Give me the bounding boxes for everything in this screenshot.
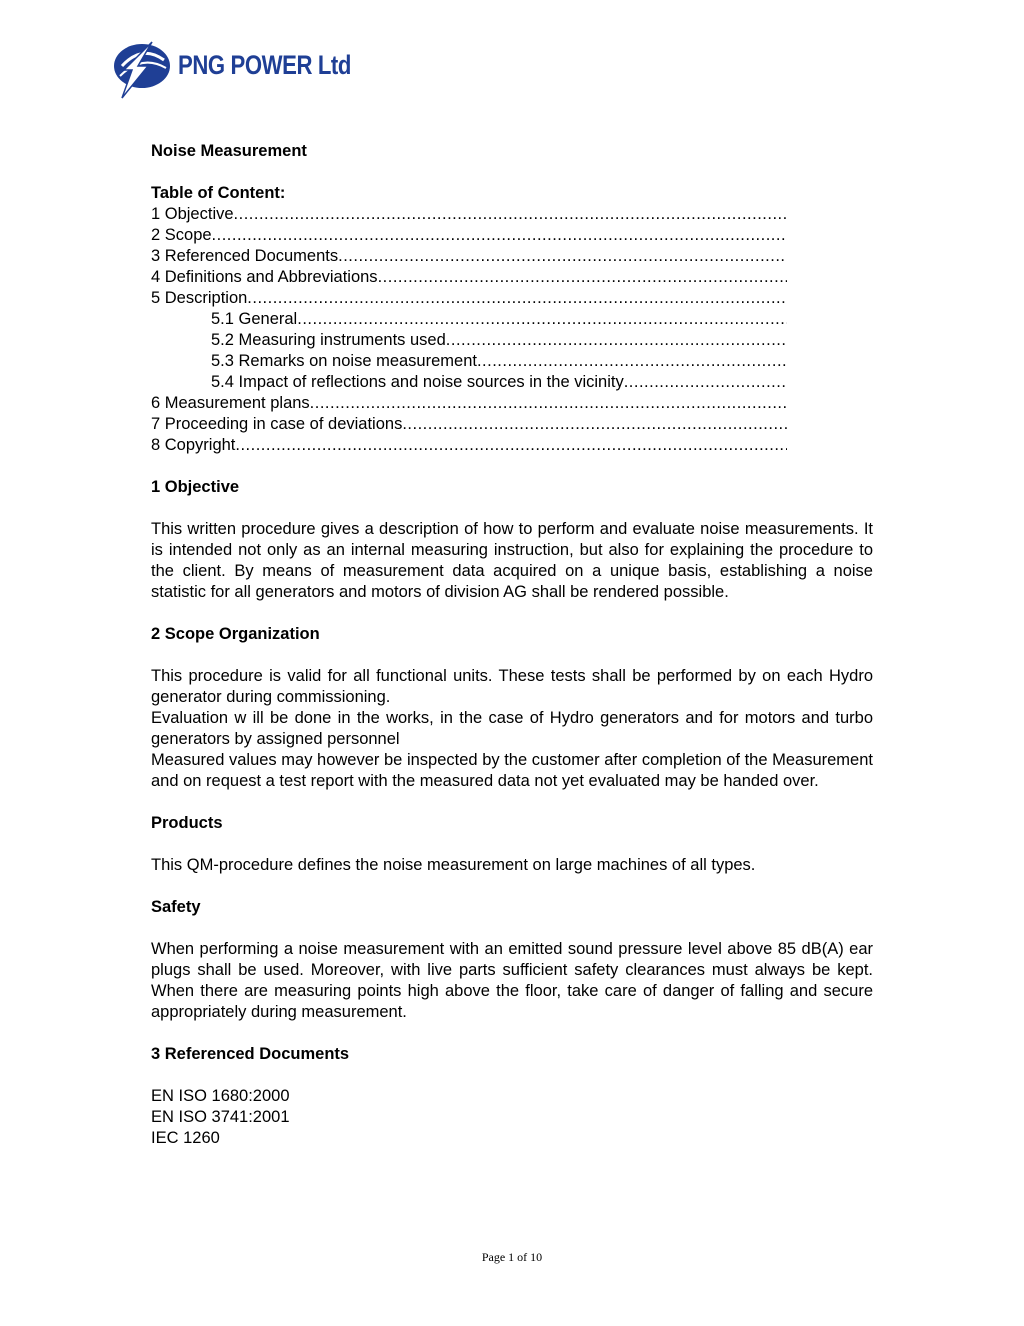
document-body — [151, 141, 873, 1149]
toc-entry — [151, 288, 787, 309]
toc-entry-label: 1 Objective — [151, 205, 234, 223]
toc-entry-label: 8 Copyright — [151, 436, 236, 454]
toc-entry-label: 7 Proceeding in case of deviations — [151, 415, 403, 433]
references-heading: 3 Referenced Documents — [151, 1045, 350, 1063]
toc-entry — [151, 330, 787, 351]
page-footer: Page 1 of 10 — [481, 1250, 543, 1264]
table-of-contents — [151, 204, 873, 456]
objective-paragraph: This written procedure gives a description of how to perform and evaluate noise measurements. It is intended not only as an internal measuring instruction, but also for explaining the procedure to the client. By means of measurement data acquired on a unique basis, establishing a noise statistic for all generators and motors of division AG shall be rendered possible. — [151, 520, 873, 601]
toc-leader-dots — [234, 204, 787, 225]
toc-entry-label: 2 Scope — [151, 226, 212, 244]
toc-entry-label: 5 Description — [151, 289, 248, 307]
scope-paragraph-3: Measured values may however be inspected by the customer after completion of the Measurement and on request a test report with the measured data not yet evaluated may be handed over. — [151, 751, 873, 790]
safety-paragraph: When performing a noise measurement with an emitted sound pressure level above 85 dB(A) ear plugs shall be used. Moreover, with live parts sufficient safety clearances must always be kept. When there are measuring points high above the floor, take care of danger of falling and secure appropriately during measurement. — [151, 940, 873, 1021]
objective-heading: 1 Objective — [151, 478, 240, 496]
company-name: PNG POWER Ltd — [178, 50, 352, 80]
products-paragraph: This QM-procedure defines the noise measurement on large machines of all types. — [151, 856, 756, 874]
toc-entry — [151, 435, 787, 456]
toc-entry-label: 6 Measurement plans — [151, 394, 310, 412]
toc-entry — [151, 393, 787, 414]
scope-heading: 2 Scope Organization — [151, 625, 320, 643]
toc-leader-dots — [624, 372, 787, 393]
references-list — [151, 1086, 873, 1149]
toc-leader-dots — [402, 414, 787, 435]
toc-entry — [151, 309, 787, 330]
toc-leader-dots — [446, 330, 787, 351]
toc-leader-dots — [310, 393, 787, 414]
toc-entry-label: 5.1 General — [211, 310, 298, 328]
toc-leader-dots — [247, 288, 787, 309]
toc-entry-label: 5.2 Measuring instruments used — [211, 331, 446, 349]
toc-leader-dots — [378, 267, 787, 288]
toc-leader-dots — [297, 309, 787, 330]
toc-leader-dots — [338, 246, 787, 267]
toc-heading: Table of Content: — [151, 184, 286, 202]
toc-entry — [151, 414, 787, 435]
toc-entry — [151, 351, 787, 372]
toc-leader-dots — [477, 351, 787, 372]
toc-entry — [151, 372, 787, 393]
reference-item: EN ISO 3741:2001 — [151, 1108, 290, 1126]
toc-entry — [151, 267, 787, 288]
safety-heading: Safety — [151, 898, 201, 916]
toc-entry-label: 5.4 Impact of reflections and noise sources in the vicinity — [211, 373, 624, 391]
scope-paragraph-2: Evaluation w ill be done in the works, in the case of Hydro generators and for motors and turbo generators by assigned personnel — [151, 709, 873, 748]
toc-entry — [151, 204, 787, 225]
scope-paragraph-1: This procedure is valid for all functional units. These tests shall be performed by on each Hydro generator during commissioning. — [151, 667, 873, 706]
reference-item: IEC 1260 — [151, 1129, 220, 1147]
toc-leader-dots — [235, 435, 787, 456]
products-heading: Products — [151, 814, 223, 832]
toc-entry-label: 3 Referenced Documents — [151, 247, 339, 265]
toc-entry — [151, 246, 787, 267]
toc-entry-label: 4 Definitions and Abbreviations — [151, 268, 378, 286]
globe-lightning-icon — [108, 36, 178, 102]
toc-entry-label: 5.3 Remarks on noise measurement — [211, 352, 477, 370]
company-logo — [108, 36, 352, 102]
reference-item: EN ISO 1680:2000 — [151, 1087, 290, 1105]
toc-entry — [151, 225, 787, 246]
document-title: Noise Measurement — [151, 142, 307, 160]
toc-leader-dots — [212, 225, 787, 246]
